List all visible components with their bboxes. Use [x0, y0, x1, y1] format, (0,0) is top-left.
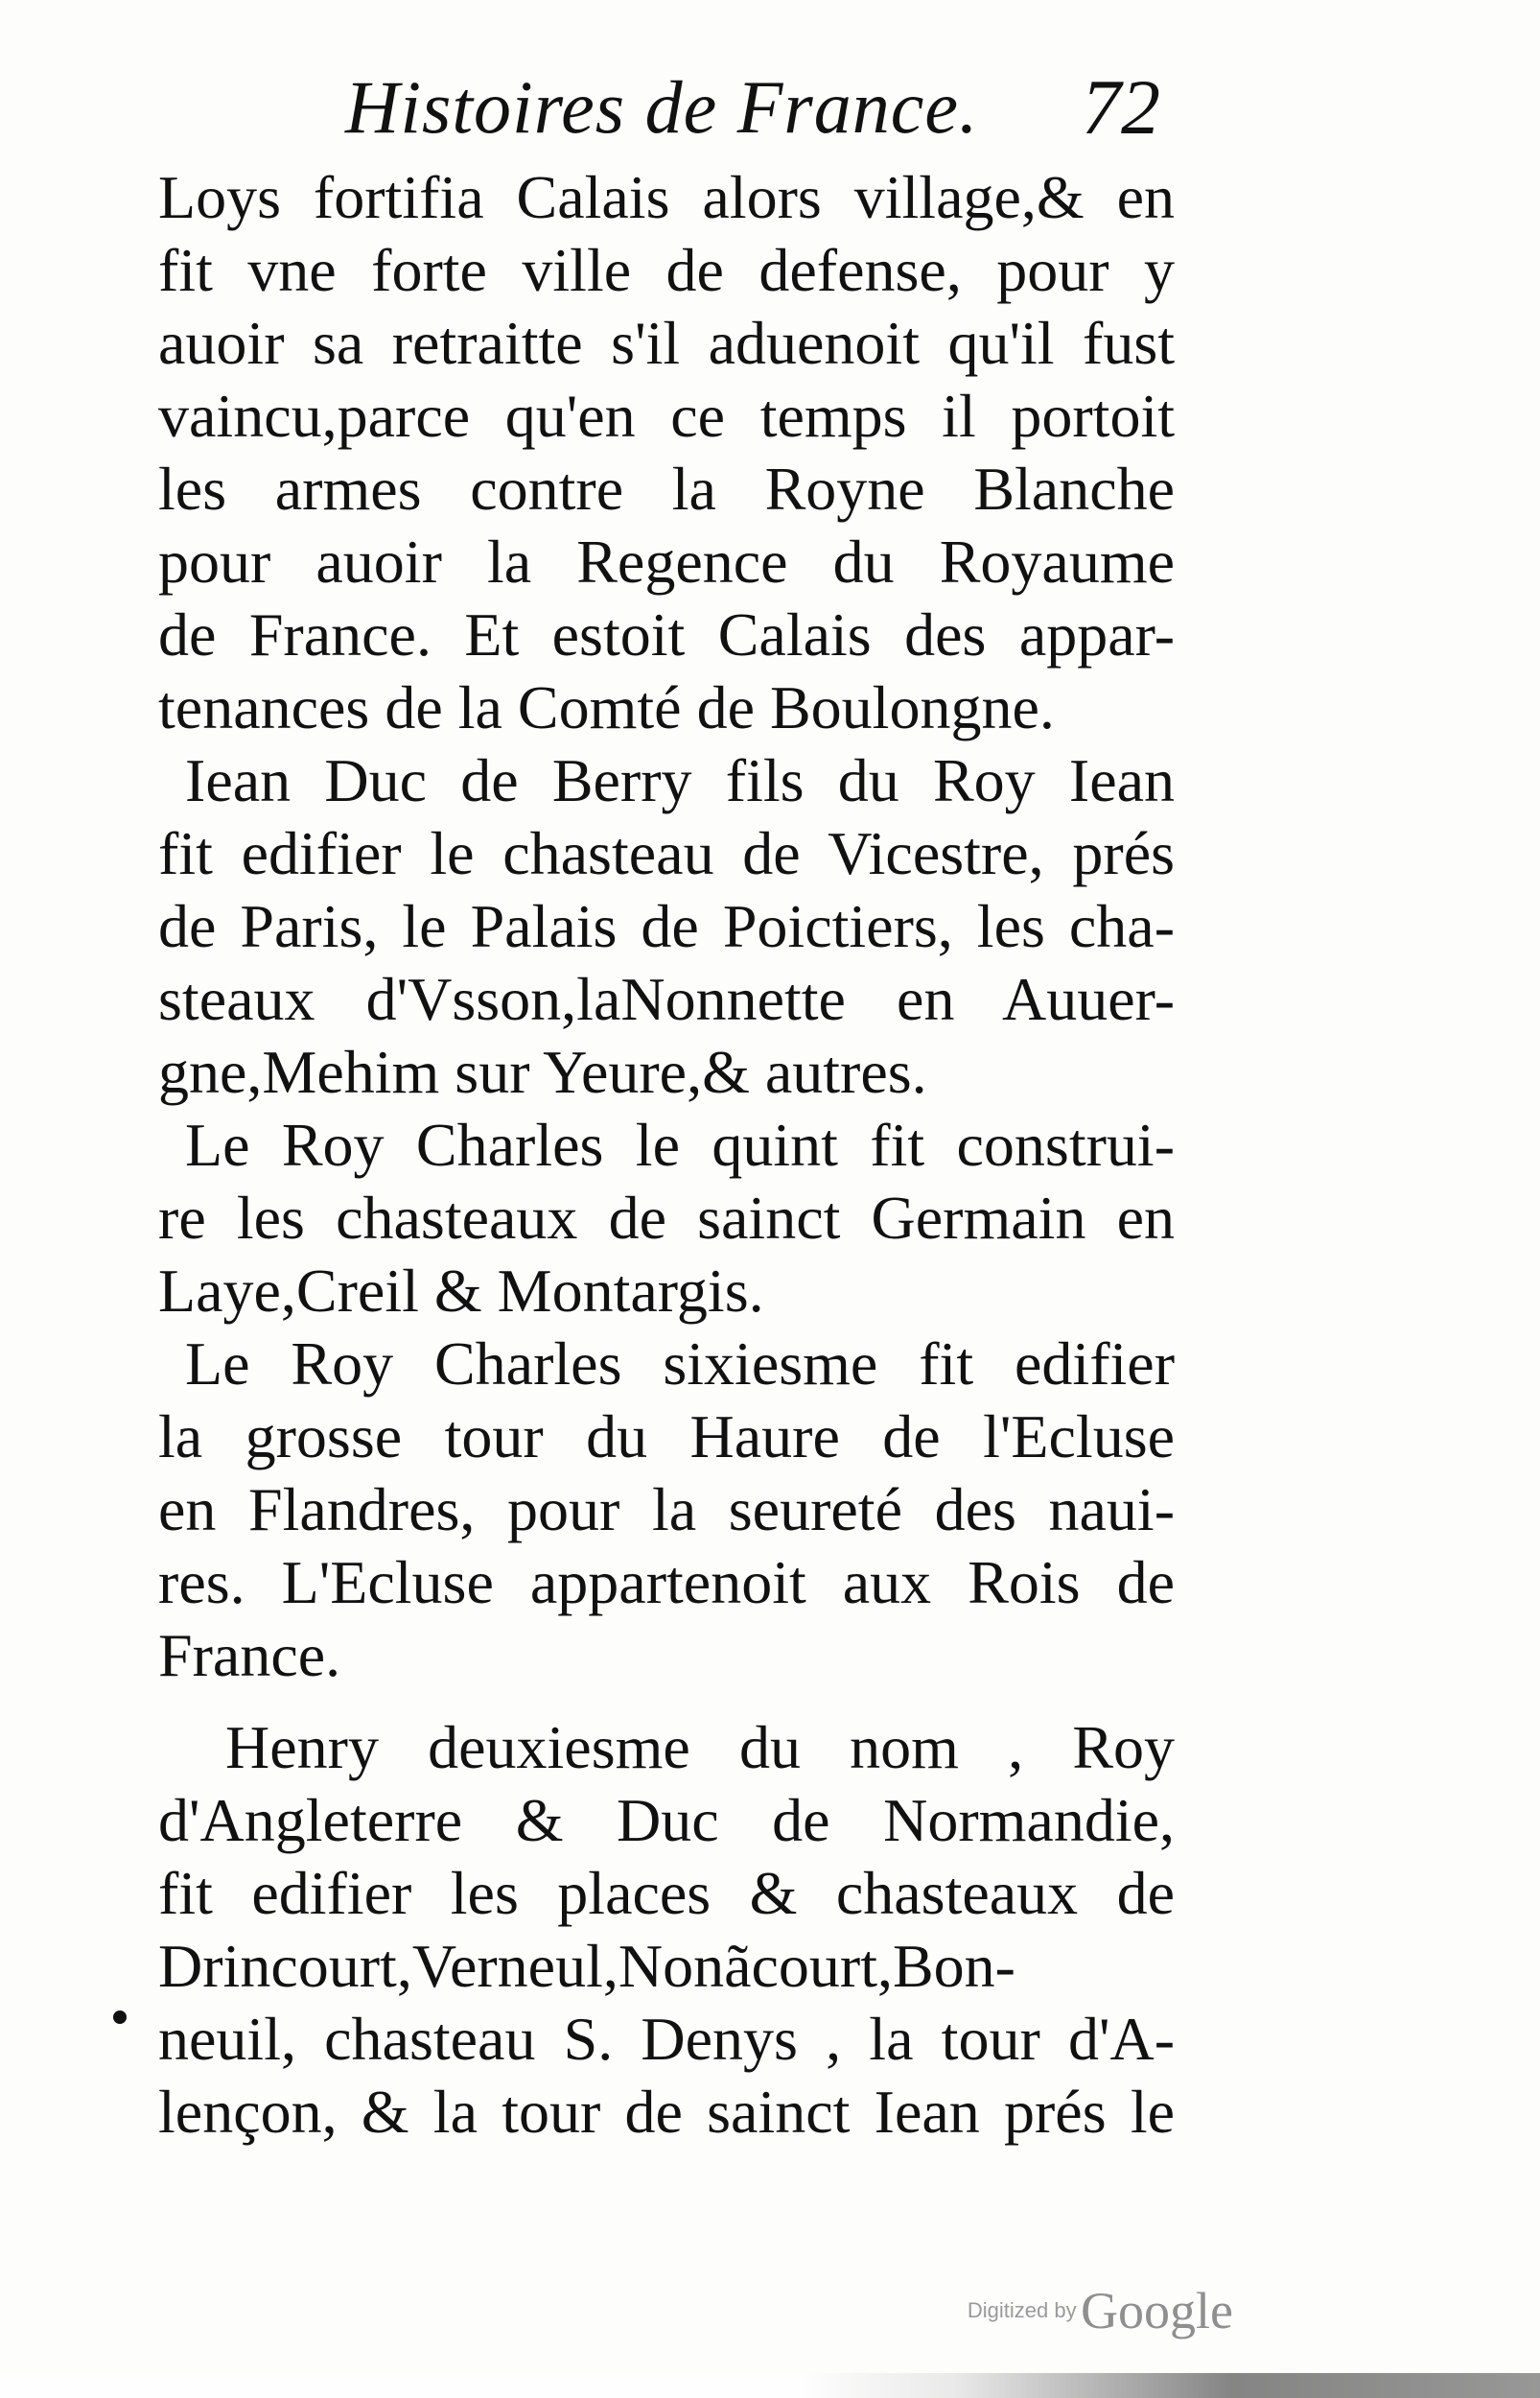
text-line: neuil, chasteau S. Denys , la tour d'A-: [158, 2005, 1175, 2073]
body-text: [158, 161, 1175, 2149]
running-head: [326, 59, 1189, 165]
text-line: re les chasteaux de sainct Germain en: [158, 1184, 1175, 1252]
text-line: Iean Duc de Berry fils du Roy Iean: [185, 746, 1175, 814]
page-number: 72: [1082, 63, 1160, 151]
running-title: Histoires de France.: [345, 65, 979, 149]
text-line: fit edifier les places & chasteaux de: [158, 1859, 1175, 1927]
watermark-prefix: Digitized by: [967, 2298, 1077, 2322]
paragraph-gap: [158, 1692, 1175, 1711]
text-line: steaux d'Vsson,laNonnette en Auuer-: [158, 965, 1175, 1033]
text-line: pour auoir la Regence du Royaume: [158, 528, 1175, 596]
text-line: en Flandres, pour la seureté des naui-: [158, 1475, 1175, 1543]
text-line: res. L'Ecluse appartenoit aux Rois de: [158, 1548, 1175, 1616]
text-line: les armes contre la Royne Blanche: [158, 455, 1175, 523]
ink-spot: [113, 2010, 127, 2024]
scan-edge-shadow: [0, 2373, 1540, 2398]
text-line: Le Roy Charles le quint fit construi-: [185, 1111, 1175, 1179]
text-line: tenances de la Comté de Boulongne.: [158, 673, 1055, 741]
text-line: vaincu,parce qu'en ce temps il portoit: [158, 382, 1175, 450]
text-line: Le Roy Charles sixiesme fit edifier: [185, 1329, 1175, 1398]
text-line: Henry deuxiesme du nom , Roy: [225, 1713, 1175, 1781]
digitized-watermark: [968, 2281, 1233, 2340]
text-line: la grosse tour du Haure de l'Ecluse: [158, 1402, 1175, 1470]
text-line: Loys fortifia Calais alors village,& en: [158, 163, 1175, 231]
text-line: fit edifier le chasteau de Vicestre, prés: [158, 819, 1175, 887]
text-line: de Paris, le Palais de Poictiers, les cha-: [158, 892, 1175, 960]
text-line: de France. Et estoit Calais des appar-: [158, 600, 1175, 669]
text-line: fit vne forte ville de defense, pour y: [158, 236, 1175, 304]
text-line: d'Angleterre & Duc de Normandie,: [158, 1786, 1175, 1854]
text-line: France.: [158, 1621, 341, 1689]
google-logo: Google: [1081, 2282, 1233, 2339]
text-line: Drincourt,Verneul,Nonãcourt,Bon-: [158, 1932, 1015, 2000]
text-line: lençon, & la tour de sainct Iean prés le: [158, 2078, 1175, 2146]
text-line: gne,Mehim sur Yeure,& autres.: [158, 1038, 927, 1106]
text-line: auoir sa retraitte s'il aduenoit qu'il fust: [158, 309, 1175, 377]
text-line: Laye,Creil & Montargis.: [158, 1257, 764, 1325]
